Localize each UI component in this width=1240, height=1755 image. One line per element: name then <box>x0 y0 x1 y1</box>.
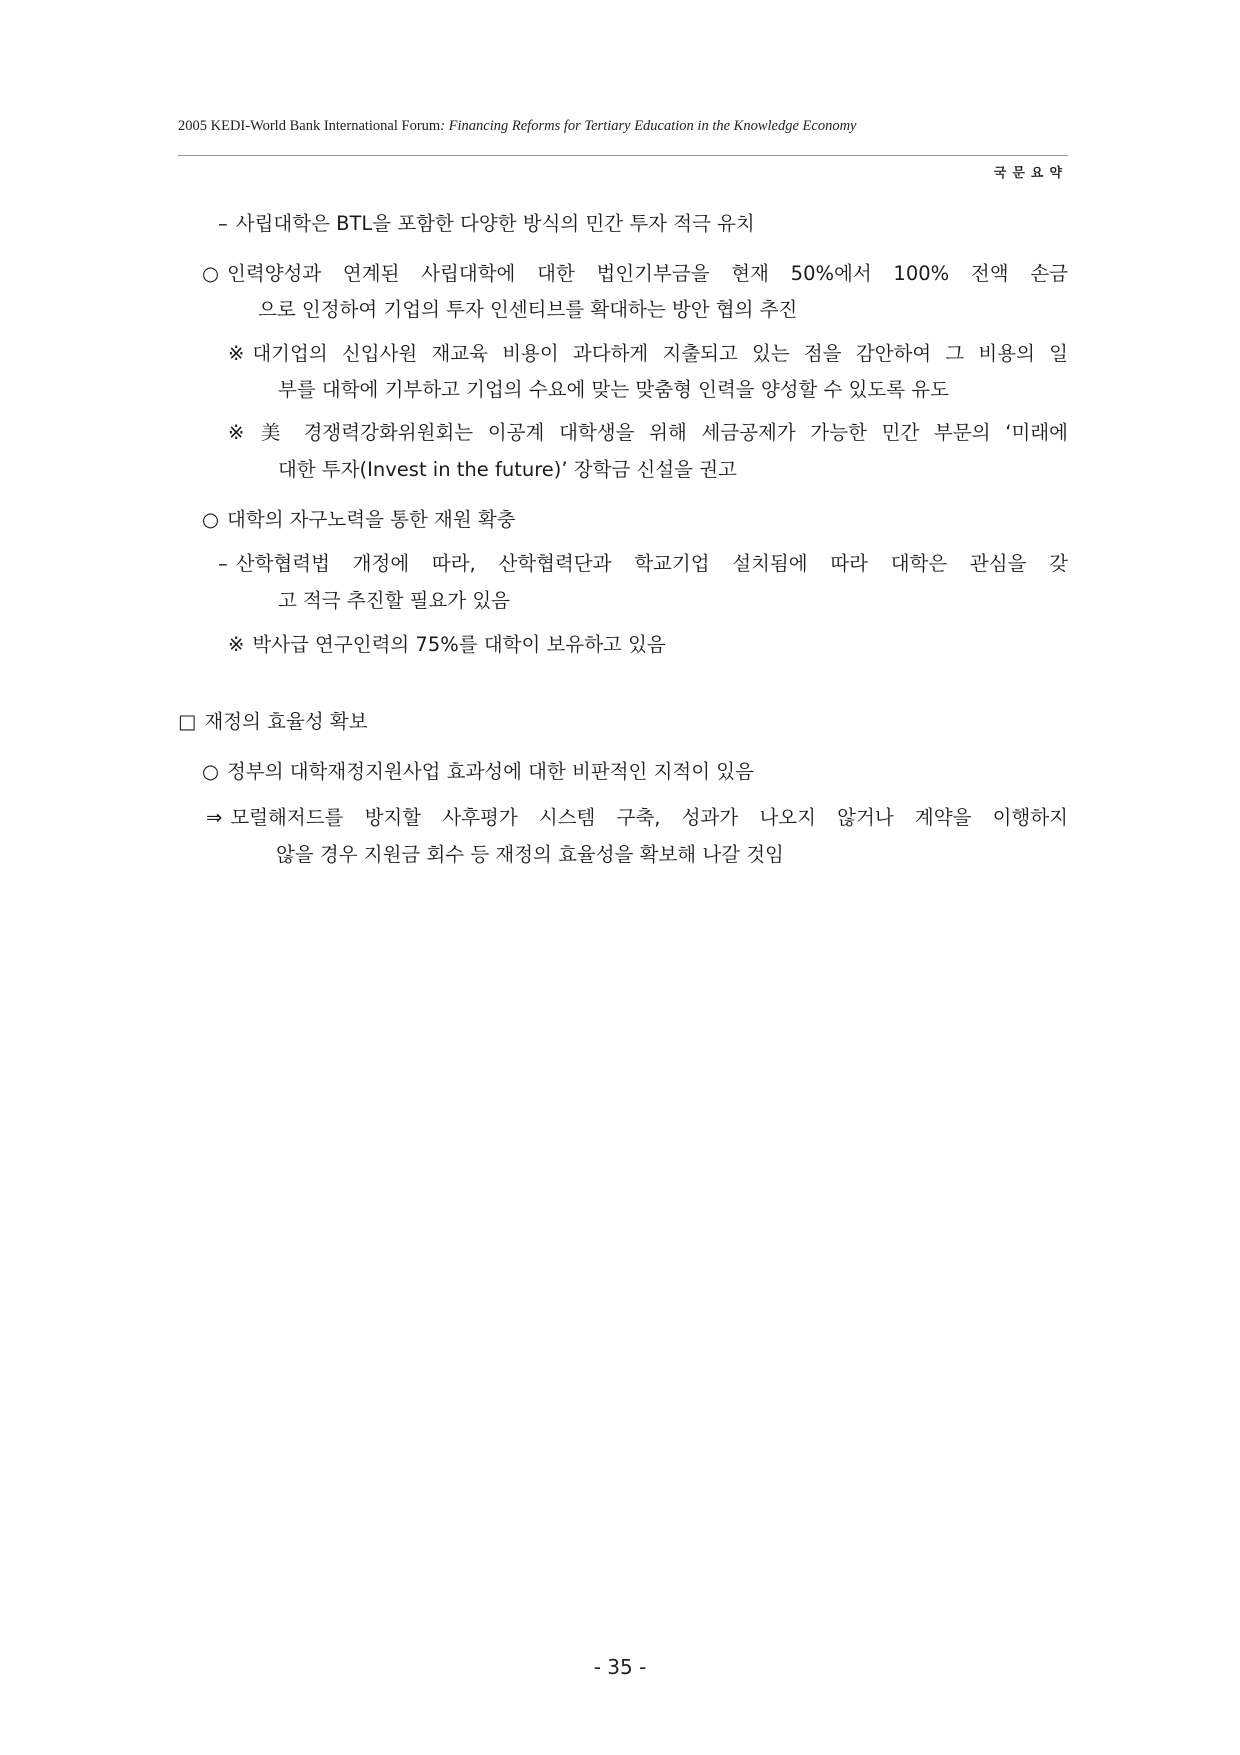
running-header <box>178 118 857 135</box>
line-text: 대기업의 신입사원 재교육 비용이 과다하게 지출되고 있는 점을 감안하여 그 비용의 일 <box>252 342 1068 365</box>
bullet-dash-line <box>218 212 755 236</box>
continuation-line: 부를 대학에 기부하고 기업의 수요에 맞는 맞춤형 인력을 양성할 수 있도록 유도 <box>278 378 949 401</box>
section-label: 국문요약 <box>993 166 1068 181</box>
line-text: 정부의 대학재정지원사업 효과성에 대한 비판적인 지적이 있음 <box>227 760 754 783</box>
note-marker: ※ <box>228 342 245 365</box>
note-marker: ※ <box>228 633 245 656</box>
continuation-line: 않을 경우 지원금 회수 등 재정의 효율성을 확보해 나갈 것임 <box>276 843 784 866</box>
section-heading-text: 재정의 효율성 확보 <box>204 710 368 733</box>
header-divider <box>178 155 1068 156</box>
note-line <box>228 633 666 657</box>
line-text: 모럴해저드를 방지할 사후평가 시스템 구축, 성과가 나오지 않거나 계약을 이행하지 <box>230 806 1068 829</box>
note-marker: ※ <box>228 421 245 444</box>
line-text: 산학협력법 개정에 따라, 산학협력단과 학교기업 설치됨에 따라 대학은 관심을 갖 <box>235 552 1068 575</box>
dash-marker: – <box>218 552 228 575</box>
line-text: 인력양성과 연계된 사립대학에 대한 법인기부금을 현재 50%에서 100% 전액 손금 <box>227 262 1068 285</box>
bullet-circle-line <box>202 262 1068 286</box>
line-text: 美 경쟁력강화위원회는 이공계 대학생을 위해 세금공제가 가능한 민간 부문의 ‘미래에 <box>252 421 1068 444</box>
continuation-line: 대한 투자(Invest in the future)’ 장학금 신설을 권고 <box>278 458 737 481</box>
checkbox-square-icon: □ <box>178 710 197 733</box>
bullet-dash-line <box>218 552 1068 576</box>
header-title: 2005 KEDI-World Bank International Forum <box>178 118 441 134</box>
line-text: 박사급 연구인력의 75%를 대학이 보유하고 있음 <box>252 633 666 656</box>
page-number: - 35 - <box>593 1655 647 1679</box>
dash-marker: – <box>218 212 228 235</box>
header-subtitle: : Financing Reforms for Tertiary Education in the Knowledge Economy <box>440 118 857 134</box>
circle-marker: ○ <box>202 760 220 783</box>
circle-marker: ○ <box>202 262 220 285</box>
arrow-line <box>206 806 1068 830</box>
implies-arrow-icon: ⇒ <box>206 806 223 829</box>
bullet-circle-line <box>202 760 754 784</box>
line-text: 사립대학은 BTL을 포함한 다양한 방식의 민간 투자 적극 유치 <box>235 212 755 235</box>
note-line <box>228 421 1068 445</box>
circle-marker: ○ <box>202 508 220 531</box>
continuation-line: 고 적극 추진할 필요가 있음 <box>278 589 511 612</box>
continuation-line: 으로 인정하여 기업의 투자 인센티브를 확대하는 방안 협의 추진 <box>258 298 798 321</box>
bullet-circle-line <box>202 508 516 532</box>
line-text: 대학의 자구노력을 통한 재원 확충 <box>227 508 516 531</box>
note-line <box>228 342 1068 366</box>
section-heading <box>178 710 368 734</box>
